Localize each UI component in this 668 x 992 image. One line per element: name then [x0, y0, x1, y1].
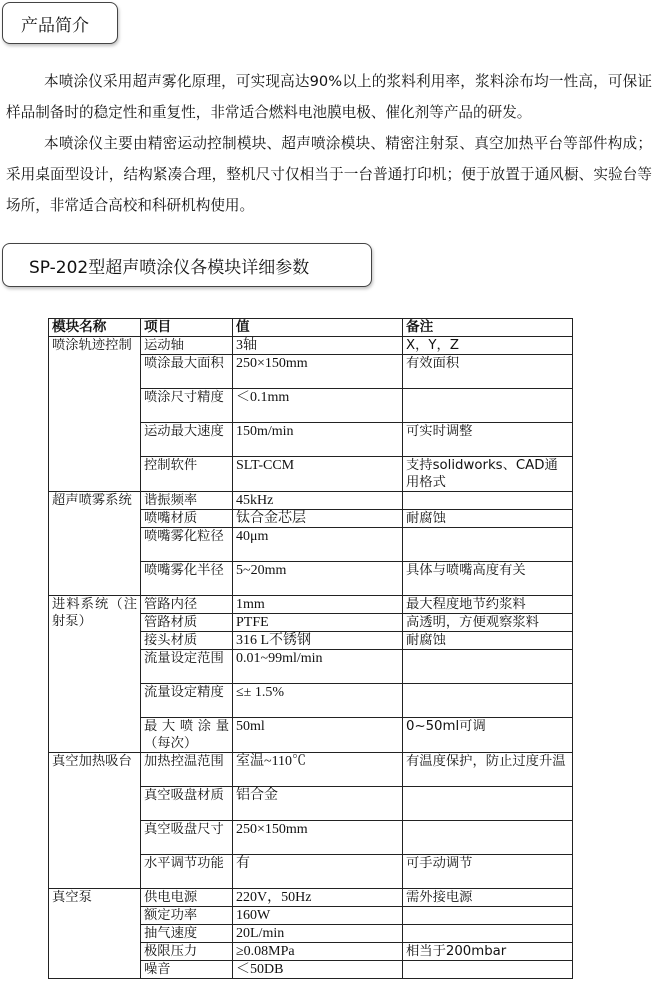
- item-cell: 谐振频率: [141, 492, 233, 510]
- value-cell: 钛合金芯层: [233, 510, 403, 528]
- item-cell: 管路内径: [141, 596, 233, 614]
- section-heading-intro: [2, 2, 118, 44]
- value-cell: 250×150mm: [233, 821, 403, 855]
- item-cell: 抽气速度: [141, 925, 233, 943]
- value-cell: ＜0.1mm: [233, 389, 403, 423]
- note-cell: 有温度保护，防止过度升温: [403, 753, 573, 787]
- item-cell: 真空吸盘尺寸: [141, 821, 233, 855]
- table-row: [49, 596, 573, 614]
- item-cell: 流量设定范围: [141, 650, 233, 684]
- intro-paragraph: 本喷涂仪主要由精密运动控制模块、超声喷涂模块、精密注射泵、真空加热平台等部件构成；采用桌面型设计，结构紧凑合理，整机尺寸仅相当于一台普通打印机；便于放置于通风橱、实验台等场所，非常适合高校和科研机构使用。: [6, 135, 652, 214]
- item-cell: 噪音: [141, 961, 233, 979]
- section-heading-intro-text: 产品简介: [21, 15, 89, 36]
- item-cell: 供电电源: [141, 889, 233, 907]
- table-row: [49, 753, 573, 787]
- item-cell: 水平调节功能: [141, 855, 233, 889]
- note-cell: X，Y，Z: [403, 337, 573, 355]
- section-heading-params-text: SP-202型超声喷涂仪各模块详细参数: [29, 257, 310, 278]
- item-cell: 运动轴: [141, 337, 233, 355]
- note-cell: 最大程度地节约浆料: [403, 596, 573, 614]
- value-cell: SLT-CCM: [233, 457, 403, 492]
- item-cell: 喷嘴雾化粒径: [141, 528, 233, 562]
- value-cell: 160W: [233, 907, 403, 925]
- item-cell: 喷嘴雾化半径: [141, 562, 233, 596]
- intro-text: [6, 66, 652, 221]
- note-cell: [403, 684, 573, 718]
- note-cell: [403, 821, 573, 855]
- value-cell: 20L/min: [233, 925, 403, 943]
- value-cell: 45kHz: [233, 492, 403, 510]
- table-row: [49, 337, 573, 355]
- value-cell: 40μm: [233, 528, 403, 562]
- note-cell: 支持solidworks、CAD通用格式: [403, 457, 573, 492]
- header-module: 模块名称: [49, 319, 141, 337]
- value-cell: 3轴: [233, 337, 403, 355]
- header-value: 值: [233, 319, 403, 337]
- note-cell: [403, 787, 573, 821]
- table-body: [49, 337, 573, 979]
- note-cell: [403, 389, 573, 423]
- value-cell: 5~20mm: [233, 562, 403, 596]
- item-cell: 加热控温范围: [141, 753, 233, 787]
- value-cell: PTFE: [233, 614, 403, 632]
- table-row: [49, 889, 573, 907]
- note-cell: 耐腐蚀: [403, 632, 573, 650]
- note-cell: 耐腐蚀: [403, 510, 573, 528]
- note-cell: 有效面积: [403, 355, 573, 389]
- module-name-cell: 真空加热吸台: [49, 753, 141, 889]
- note-cell: [403, 528, 573, 562]
- value-cell: 0.01~99ml/min: [233, 650, 403, 684]
- value-cell: 220V，50Hz: [233, 889, 403, 907]
- note-cell: [403, 650, 573, 684]
- note-cell: 高透明，方便观察浆料: [403, 614, 573, 632]
- value-cell: 250×150mm: [233, 355, 403, 389]
- item-cell: 喷涂最大面积: [141, 355, 233, 389]
- table-header-row: [49, 319, 573, 337]
- item-cell: 额定功率: [141, 907, 233, 925]
- value-cell: 有: [233, 855, 403, 889]
- value-cell: 316 L不锈钢: [233, 632, 403, 650]
- note-cell: 可实时调整: [403, 423, 573, 457]
- note-cell: [403, 961, 573, 979]
- item-cell: 流量设定精度: [141, 684, 233, 718]
- item-cell: 接头材质: [141, 632, 233, 650]
- module-name-cell: 真空泵: [49, 889, 141, 979]
- item-cell: 喷嘴材质: [141, 510, 233, 528]
- item-cell: 控制软件: [141, 457, 233, 492]
- item-cell: 运动最大速度: [141, 423, 233, 457]
- note-cell: 具体与喷嘴高度有关: [403, 562, 573, 596]
- header-item: 项目: [141, 319, 233, 337]
- module-name-cell: 超声喷雾系统: [49, 492, 141, 596]
- item-cell: 管路材质: [141, 614, 233, 632]
- section-heading-params: [2, 243, 372, 287]
- note-cell: [403, 492, 573, 510]
- value-cell: ＜50DB: [233, 961, 403, 979]
- value-cell: 室温~110℃: [233, 753, 403, 787]
- note-cell: 0~50ml可调: [403, 718, 573, 753]
- value-cell: 50ml: [233, 718, 403, 753]
- item-cell: 极限压力: [141, 943, 233, 961]
- value-cell: ≥0.08MPa: [233, 943, 403, 961]
- note-cell: [403, 925, 573, 943]
- value-cell: 铝合金: [233, 787, 403, 821]
- parameter-table: [48, 318, 573, 979]
- value-cell: 150m/min: [233, 423, 403, 457]
- value-cell: 1mm: [233, 596, 403, 614]
- note-cell: [403, 907, 573, 925]
- item-cell: 喷涂尺寸精度: [141, 389, 233, 423]
- module-name-cell: 进料系统（注射泵）: [49, 596, 141, 753]
- item-cell: 真空吸盘材质: [141, 787, 233, 821]
- item-cell: 最大喷涂量（每次）: [141, 718, 233, 753]
- intro-paragraph: 本喷涂仪采用超声雾化原理，可实现高达90%以上的浆料利用率，浆料涂布均一性高，可保证样品制备时的稳定性和重复性，非常适合燃料电池膜电极、催化剂等产品的研发。: [6, 73, 652, 121]
- header-note: 备注: [403, 319, 573, 337]
- value-cell: ≤± 1.5%: [233, 684, 403, 718]
- note-cell: 相当于200mbar: [403, 943, 573, 961]
- table-row: [49, 492, 573, 510]
- module-name-cell: 喷涂轨迹控制: [49, 337, 141, 492]
- note-cell: 可手动调节: [403, 855, 573, 889]
- note-cell: 需外接电源: [403, 889, 573, 907]
